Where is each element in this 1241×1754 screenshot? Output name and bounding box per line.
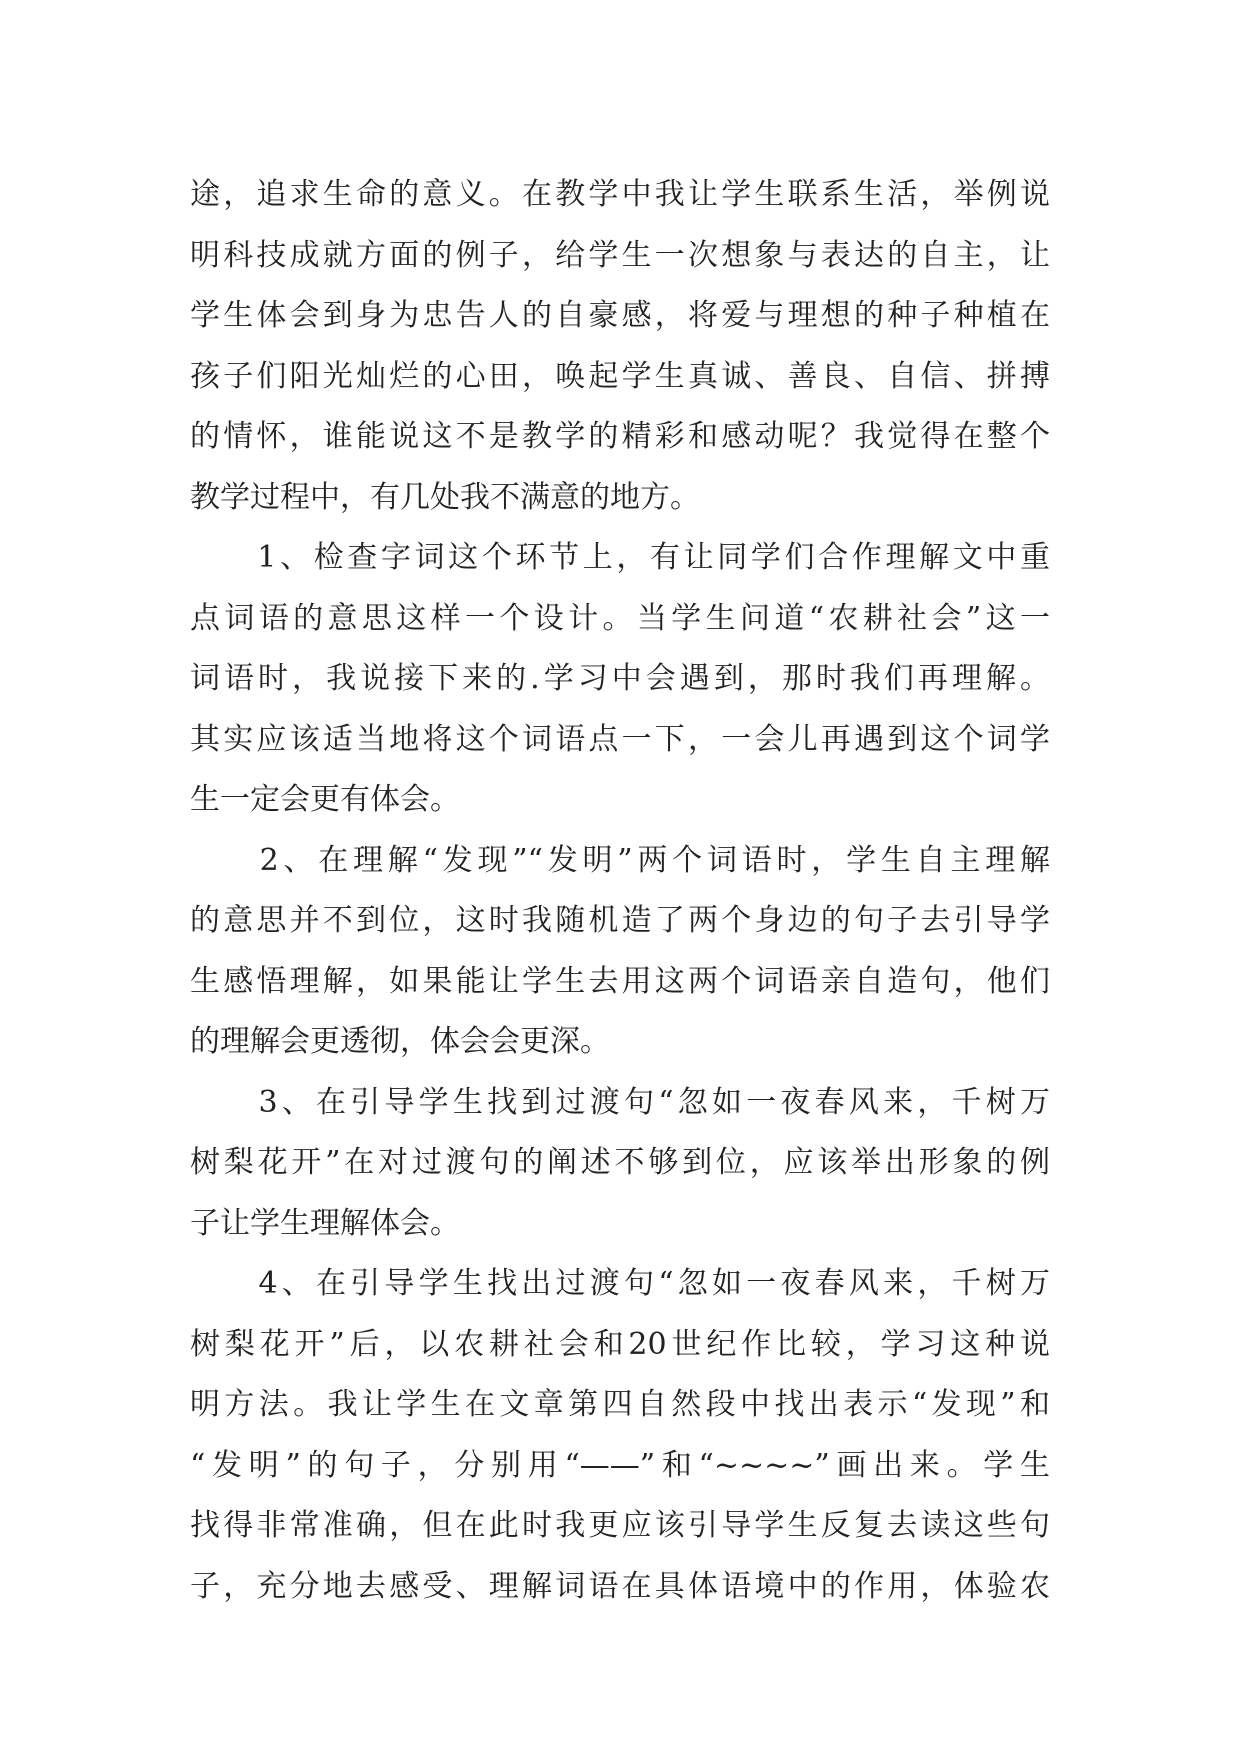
- text-line: 的意思并不到位，这时我随机造了两个身边的句子去引导学: [190, 903, 1050, 938]
- text-line: 2、在理解“发现”“发明”两个词语时，学生自主理解: [190, 842, 1050, 878]
- text-line: 孩子们阳光灿烂的心田，唤起学生真诚、善良、自信、拼搏: [190, 358, 1050, 394]
- text-line: 生感悟理解，如果能让学生去用这两个词语亲自造句，他们: [190, 963, 1050, 999]
- text-line: 的理解会更透彻，体会会更深。: [190, 1024, 610, 1059]
- text-line: 途，追求生命的意义。在教学中我让学生联系生活，举例说: [190, 177, 1050, 212]
- text-line: 树梨花开”后，以农耕社会和20世纪作比较，学习这种说: [190, 1326, 1050, 1362]
- text-line: 4、在引导学生找出过渡句“忽如一夜春风来，千树万: [190, 1266, 1050, 1301]
- text-line: 找得非常准确，但在此时我更应该引导学生反复去读这些句: [190, 1508, 1050, 1543]
- text-line: 子让学生理解体会。: [190, 1205, 460, 1241]
- text-line: 树梨花开”在对过渡句的阐述不够到位，应该举出形象的例: [190, 1145, 1050, 1180]
- text-line: 其实应该适当地将这个词语点一下，一会儿再遇到这个词学: [190, 721, 1050, 757]
- text-line: 明科技成就方面的例子，给学生一次想象与表达的自主，让: [190, 237, 1050, 273]
- text-line: 的情怀，谁能说这不是教学的精彩和感动呢？我觉得在整个: [190, 419, 1050, 454]
- text-line: 教学过程中，有几处我不满意的地方。: [190, 479, 700, 515]
- text-line: 子，充分地去感受、理解词语在具体语境中的作用，体验农: [190, 1568, 1050, 1604]
- text-line: 生一定会更有体会。: [190, 782, 460, 817]
- text-line: 明方法。我让学生在文章第四自然段中找出表示“发现”和: [190, 1387, 1050, 1422]
- document-body: [190, 165, 1050, 1617]
- text-line: “发明”的句子，分别用“——”和“~~~~”画出来。学生: [190, 1447, 1050, 1483]
- text-line: 1、检查字词这个环节上，有让同学们合作理解文中重: [190, 540, 1050, 575]
- text-line: 3、在引导学生找到过渡句“忽如一夜春风来，千树万: [190, 1084, 1050, 1120]
- text-line: 词语时，我说接下来的.学习中会遇到，那时我们再理解。: [190, 661, 1050, 696]
- text-line: 点词语的意思这样一个设计。当学生问道“农耕社会”这一: [190, 600, 1050, 636]
- text-line: 学生体会到身为忠告人的自豪感，将爱与理想的种子种植在: [190, 298, 1050, 333]
